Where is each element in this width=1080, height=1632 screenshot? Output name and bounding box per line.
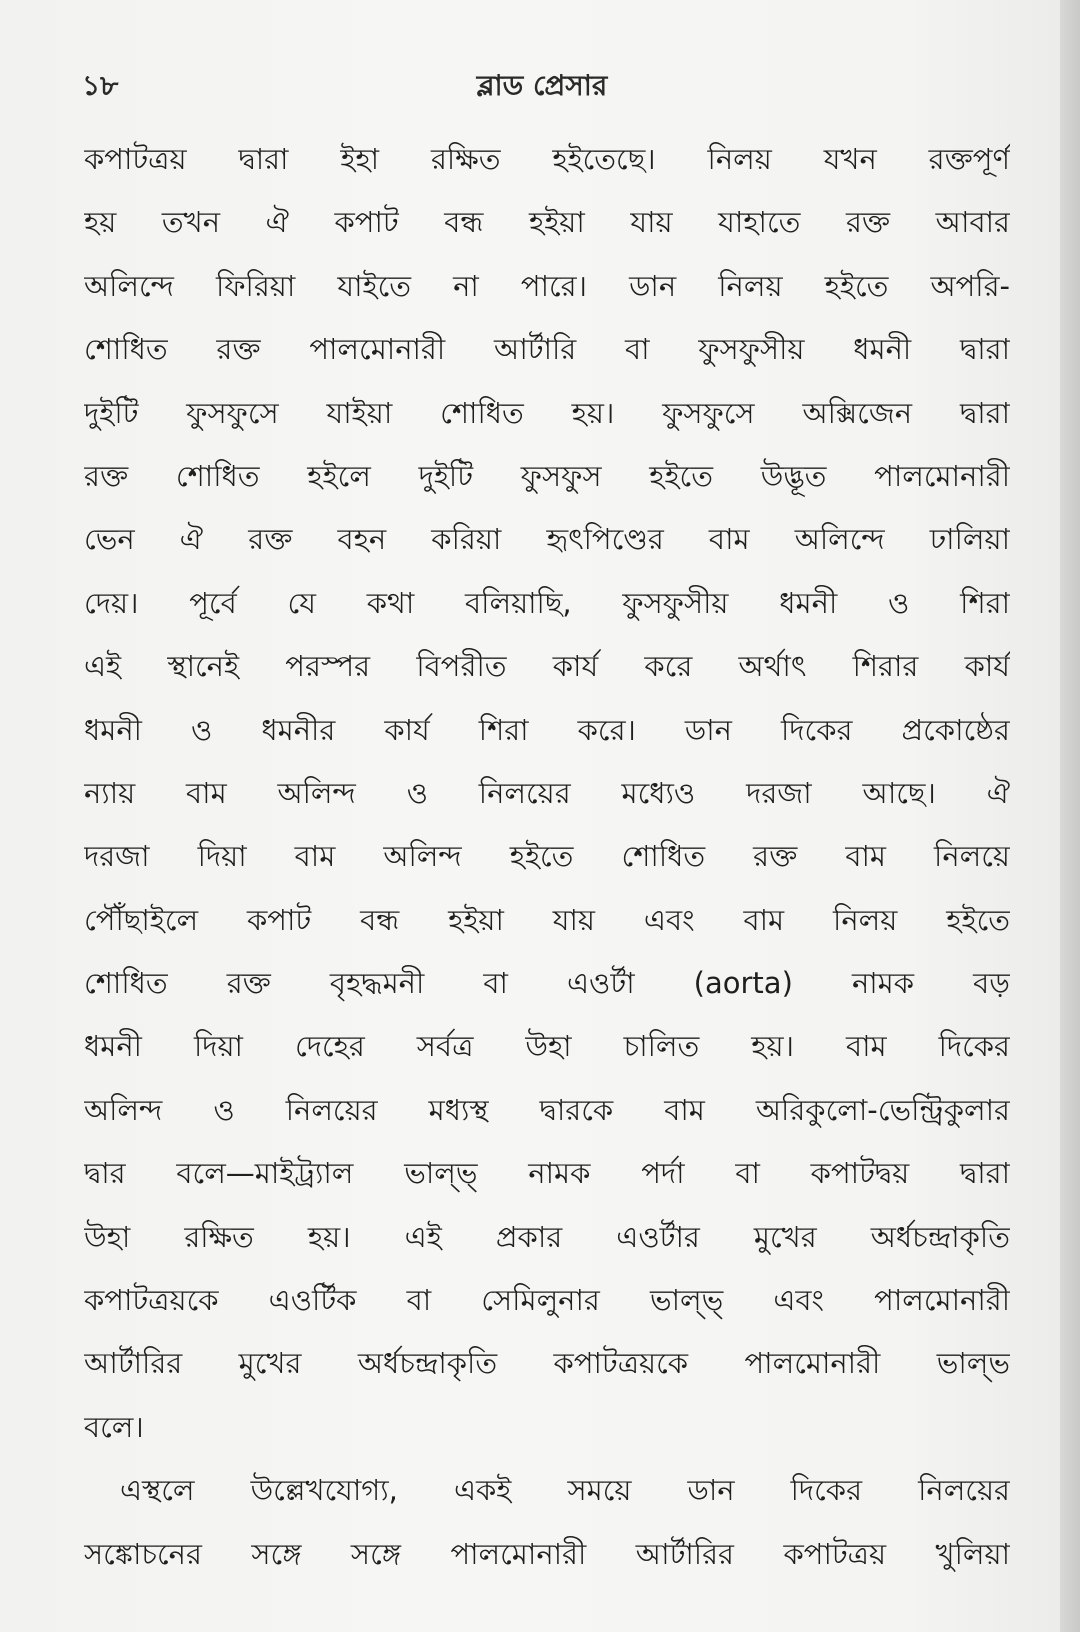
text-line: ধমনী দিয়া দেহের সর্বত্র উহা চালিত হয়। বাম দিকের [84, 1029, 1010, 1064]
text-line: দ্বার বলে—মাইট্র্যাল ভাল্‌ভ্‌ নামক পর্দা বা কপাটদ্বয় দ্বারা [84, 1156, 1010, 1191]
text-line: সঙ্কোচনের সঙ্গে সঙ্গে পালমোনারী আর্টারির কপাটত্রয় খুলিয়া [84, 1536, 1010, 1571]
text-line: উহা রক্ষিত হয়। এই প্রকার এওর্টার মুখের অর্ধচন্দ্রাকৃতি [84, 1219, 1010, 1254]
text-line: ভেন ঐ রক্ত বহন করিয়া হৃৎপিণ্ডের বাম অলিন্দে ঢালিয়া [84, 522, 1010, 557]
body-text [84, 128, 1010, 1586]
text-line: দুইটি ফুসফুসে যাইয়া শোধিত হয়। ফুসফুসে অক্সিজেন দ্বারা [84, 395, 1010, 430]
text-line: অলিন্দ ও নিলয়ের মধ্যস্থ দ্বারকে বাম অরিকুলো-ভেন্ট্রিকুলার [84, 1092, 1010, 1127]
text-line: পৌঁছাইলে কপাট বন্ধ হইয়া যায় এবং বাম নিলয় হইতে [84, 902, 1010, 937]
text-line: শোধিত রক্ত বৃহদ্ধমনী বা এওর্টা (aorta) নামক বড় [84, 966, 1010, 1001]
running-title: ব্লাড প্রেসার [476, 69, 608, 102]
text-line: ন্যায় বাম অলিন্দ ও নিলয়ের মধ্যেও দরজা আছে। ঐ [84, 775, 1010, 810]
text-line: কপাটত্রয় দ্বারা ইহা রক্ষিত হইতেছে। নিলয় যখন রক্তপূর্ণ [84, 142, 1010, 176]
text-line: রক্ত শোধিত হইলে দুইটি ফুসফুস হইতে উদ্ভূত পালমোনারী [84, 458, 1010, 493]
page-edge [1060, 0, 1080, 1632]
text-line: দেয়। পূর্বে যে কথা বলিয়াছি, ফুসফুসীয় ধমনী ও শিরা [84, 585, 1010, 620]
paragraph-end-line: বলে। [84, 1409, 144, 1444]
text-line: দরজা দিয়া বাম অলিন্দ হইতে শোধিত রক্ত বাম নিলয়ে [84, 839, 1010, 874]
page-header [82, 58, 1002, 108]
text-line: আর্টারির মুখের অর্ধচন্দ্রাকৃতি কপাটত্রয়কে পালমোনারী ভাল্‌ভ [84, 1346, 1010, 1381]
text-line: এই স্থানেই পরস্পর বিপরীত কার্য করে অর্থাৎ শিরার কার্য [84, 649, 1010, 684]
text-line: শোধিত রক্ত পালমোনারী আর্টারি বা ফুসফুসীয় ধমনী দ্বারা [84, 332, 1010, 367]
text-line: হয় তখন ঐ কপাট বন্ধ হইয়া যায় যাহাতে রক্ত আবার [84, 205, 1010, 240]
text-line: কপাটত্রয়কে এওর্টিক বা সেমিলুনার ভাল্‌ভ্‌ এবং পালমোনারী [84, 1283, 1010, 1318]
text-line: অলিন্দে ফিরিয়া যাইতে না পারে। ডান নিলয় হইতে অপরি- [84, 268, 1010, 303]
text-line: ধমনী ও ধমনীর কার্য শিরা করে। ডান দিকের প্রকোষ্ঠের [84, 712, 1010, 747]
paragraph-start-line: এস্থলে উল্লেখযোগ্য, একই সময়ে ডান দিকের নিলয়ের [120, 1473, 1010, 1508]
page-number: ১৮ [82, 69, 119, 102]
